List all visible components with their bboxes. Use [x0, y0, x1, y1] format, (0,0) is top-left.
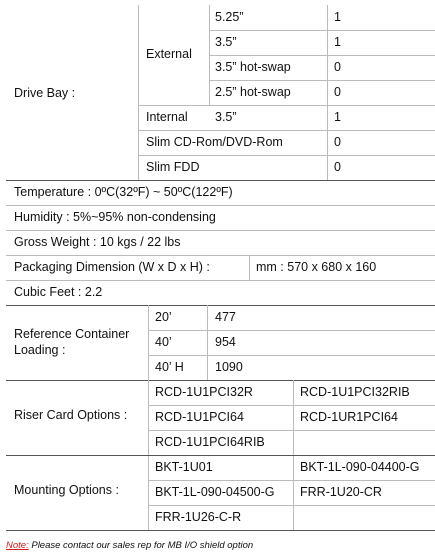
temperature-row: Temperature : 0ºC(32ºF) ~ 50ºC(122ºF)	[14, 185, 233, 199]
packaging-value: mm : 570 x 680 x 160	[256, 260, 377, 274]
mounting-item: FRR-1U20-CR	[300, 485, 382, 499]
riser-item: RCD-1UR1PCI64	[300, 410, 398, 424]
drive-size: 2.5” hot-swap	[215, 85, 291, 99]
riser-item: RCD-1U1PCI32RIB	[300, 385, 410, 399]
drive-size: 3.5”	[215, 110, 237, 124]
drive-count: 0	[334, 85, 341, 99]
mounting-item: BKT-1L-090-04400-G	[300, 460, 420, 474]
drive-size: Slim FDD	[146, 160, 200, 174]
riser-item: RCD-1U1PCI64RIB	[155, 435, 265, 449]
mounting-label: Mounting Options :	[14, 483, 119, 497]
internal-label: Internal	[146, 110, 188, 124]
note-label: Note:	[6, 540, 29, 551]
riser-item: RCD-1U1PCI32R	[155, 385, 253, 399]
external-label: External	[146, 47, 192, 61]
container-type: 40’ H	[155, 360, 184, 374]
drive-size: 3.5” hot-swap	[215, 60, 291, 74]
drive-count: 1	[334, 10, 341, 24]
packaging-label: Packaging Dimension (W x D x H) :	[14, 260, 210, 274]
drive-count: 0	[334, 135, 341, 149]
cubic-feet-row: Cubic Feet : 2.2	[14, 285, 103, 299]
mounting-item: FRR-1U26-C-R	[155, 510, 242, 524]
drive-count: 0	[334, 160, 341, 174]
drive-size: 3.5”	[215, 35, 237, 49]
container-qty: 954	[215, 335, 236, 349]
container-label-cont: Loading :	[14, 343, 66, 357]
mounting-item: BKT-1L-090-04500-G	[155, 485, 275, 499]
drive-bay-label: Drive Bay :	[14, 86, 76, 100]
container-label: Reference Container	[14, 327, 130, 341]
gross-weight-row: Gross Weight : 10 kgs / 22 lbs	[14, 235, 181, 249]
container-qty: 1090	[215, 360, 243, 374]
riser-label: Riser Card Options :	[14, 408, 128, 422]
drive-size: Slim CD-Rom/DVD-Rom	[146, 135, 283, 149]
footnote	[6, 540, 253, 551]
container-qty: 477	[215, 310, 236, 324]
drive-count: 1	[334, 35, 341, 49]
drive-size: 5.25”	[215, 10, 244, 24]
container-type: 20’	[155, 310, 172, 324]
humidity-row: Humidity : 5%~95% non-condensing	[14, 210, 216, 224]
note-text: Please contact our sales rep for MB I/O shield option	[31, 540, 254, 551]
riser-item: RCD-1U1PCI64	[155, 410, 244, 424]
container-type: 40’	[155, 335, 172, 349]
drive-count: 1	[334, 110, 341, 124]
mounting-item: BKT-1U01	[155, 460, 213, 474]
drive-count: 0	[334, 60, 341, 74]
